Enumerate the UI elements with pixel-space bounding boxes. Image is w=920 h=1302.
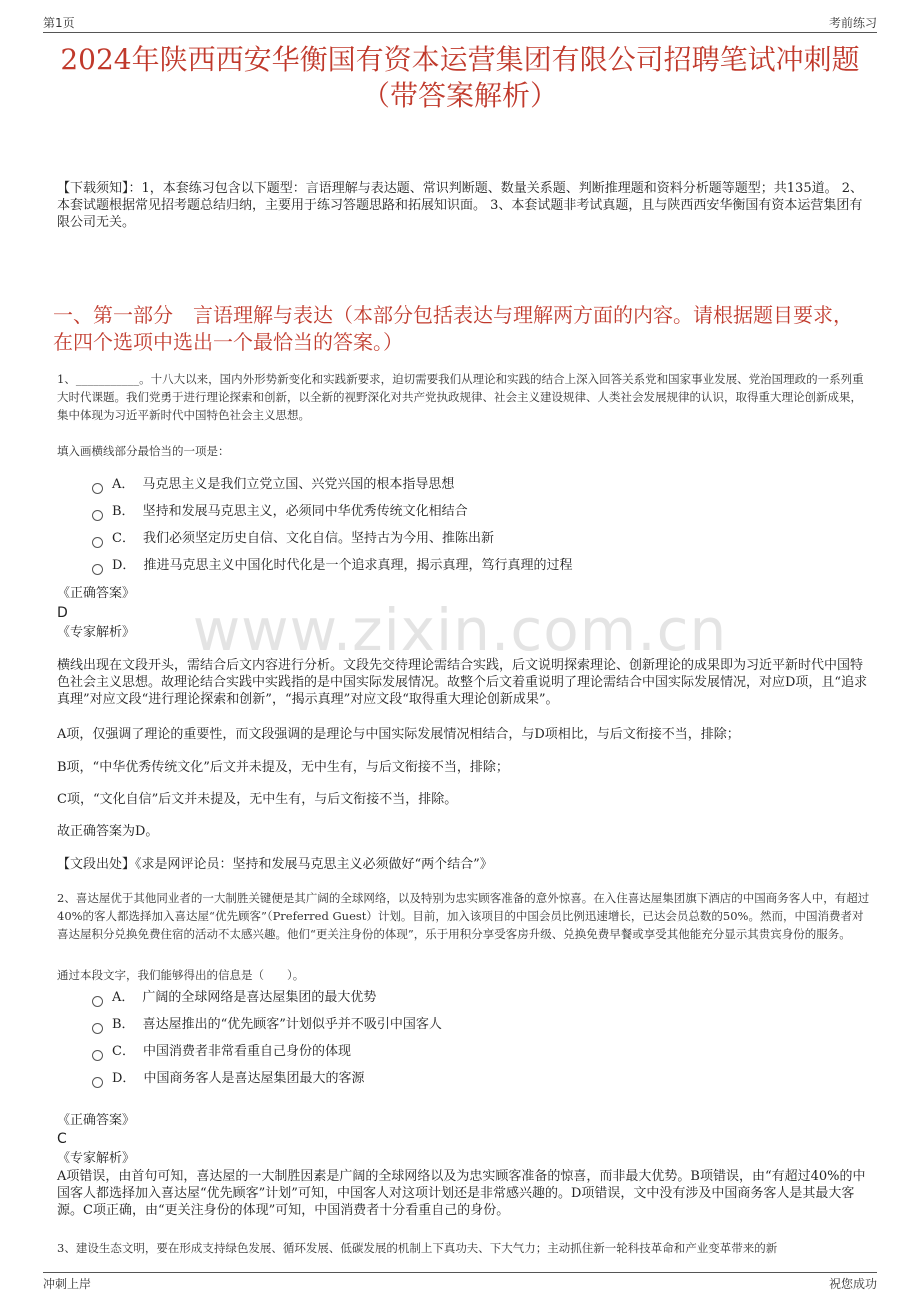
q2-option-c[interactable]: C． 中国消费者非常看重自己身份的体现 <box>92 1043 351 1061</box>
q2-analysis: A项错误，由首句可知，喜达屋的一大制胜因素是广阔的全球网络以及为忠实顾客准备的惊喜，而非最大优势。B项错误，由“有超过40%的中国客人都选择加入喜达屋“优先顾客”计划”可知，中国客人对这项计划还是非常感兴趣的。D项错误，文中没有涉及中国商务客人是其最大客源。C项正确，由“更关注身份的体现”可知，中国消费者十分看重自己的身份。 <box>57 1169 866 1218</box>
q2-option-d[interactable]: D． 中国商务客人是喜达屋集团最大的客源 <box>92 1070 364 1088</box>
question-3-stem: 3、建设生态文明，要在形成支持绿色发展、循环发展、低碳发展的机制上下真功夫、下大气力；主动抓住新一轮科技革命和产业变革带来的新 <box>57 1241 778 1255</box>
radio-icon[interactable] <box>92 483 103 494</box>
radio-icon[interactable] <box>92 510 103 521</box>
question-1-number: 1、 <box>57 372 76 386</box>
question-2-stem: 2、喜达屋优于其他同业者的一大制胜关键便是其广阔的全球网络，以及特别为忠实顾客准备的意外惊喜。在入住喜达屋集团旗下酒店的中国商务客人中，有超过40%的客人都选择加入喜达屋“优先顾客”（Preferred Guest）计划。目前，加入该项目的中国会员比例迅速增长，已达会员总数的50%。然而，中国消费者对喜达屋积分兑换免费住宿的活动不太感兴趣。他们“更关注身份的体现”，乐于用积分享受客房升级、兑换免费早餐或享受其他能充分显示其贵宾身份的服务。 <box>57 891 870 941</box>
question-2-prompt: 通过本段文字，我们能够得出的信息是（ ）。 <box>57 968 305 982</box>
header-tag: 考前练习 <box>828 16 877 30</box>
q1-analysis-paragraph: C项，“文化自信”后文并未提及，无中生有，与后文衔接不当，排除。 <box>57 792 458 807</box>
q1-analysis-paragraph: 故正确答案为D。 <box>57 824 159 839</box>
q2-analysis-label: 《专家解析》 <box>57 1151 136 1166</box>
download-notice: 【下载须知】：1，本套练习包含以下题型：言语理解与表达题、常识判断题、数量关系题、判断推理题和资料分析题等题型；共135道。 2、本套试题根据常见招考题总结归纳，主要用于练习答题思路和拓展知识面。 3、本套试题非考试真题，且与陕西西安华衡国有资本运营集团有限公司无关。 <box>57 181 863 230</box>
footer-left: 冲刺上岸 <box>43 1277 92 1291</box>
radio-icon[interactable] <box>92 996 103 1007</box>
q2-option-a[interactable]: A． 广阔的全球网络是喜达屋集团的最大优势 <box>92 989 376 1007</box>
section-heading: 一、第一部分 言语理解与表达（本部分包括表达与理解两方面的内容。请根据题目要求，在四个选项中选出一个最恰当的答案。） <box>53 303 853 354</box>
q2-answer: C <box>57 1131 67 1147</box>
radio-icon[interactable] <box>92 1023 103 1034</box>
q1-analysis-paragraph: A项，仅强调了理论的重要性，而文段强调的是理论与中国实际发展情况相结合，与D项相比，与后文衔接不当，排除； <box>57 727 740 742</box>
page-footer <box>43 1272 877 1293</box>
radio-icon[interactable] <box>92 1050 103 1061</box>
question-1-text: 。十八大以来，国内外形势新变化和实践新要求，迫切需要我们从理论和实践的结合上深入回答关系党和国家事业发展、党治国理政的一系列重大时代课题。我们党勇于进行理论探索和创新，以全新的视野深化对共产党执政规律、社会主义建设规律、人类社会发展规律的认识，取得重大理论创新成果，集中体现为习近平新时代中国特色社会主义思想。 <box>57 372 864 422</box>
radio-icon[interactable] <box>92 1077 103 1088</box>
q1-analysis-paragraph: B项，“中华优秀传统文化”后文并未提及，无中生有，与后文衔接不当，排除； <box>57 760 509 775</box>
page-header <box>43 14 877 33</box>
q1-option-c[interactable]: C． 我们必须坚定历史自信、文化自信。坚持古为今用、推陈出新 <box>92 530 494 548</box>
q1-analysis-label: 《专家解析》 <box>57 625 136 640</box>
footer-right: 祝您成功 <box>828 1277 877 1291</box>
radio-icon[interactable] <box>92 537 103 548</box>
page-number: 第1页 <box>43 16 75 30</box>
q1-option-b[interactable]: B． 坚持和发展马克思主义，必须同中华优秀传统文化相结合 <box>92 503 468 521</box>
q1-analysis-paragraph: 横线出现在文段开头，需结合后文内容进行分析。文段先交待理论需结合实践，后文说明探索理论、创新理论的成果即为习近平新时代中国特色社会主义思想。故理论结合实践中实践指的是中国实际发展情况。故整个后文着重说明了理论需结合中国实际发展情况，对应D项，且“追求真理”对应文段“进行理论探索和创新”，“揭示真理”对应文段“取得重大理论创新成果”。 <box>57 658 868 707</box>
watermark: www.zixin.com.cn <box>192 596 728 664</box>
question-1-blank: ___________ <box>75 372 140 386</box>
q1-answer-label: 《正确答案》 <box>57 586 136 601</box>
q1-answer: D <box>57 605 68 621</box>
radio-icon[interactable] <box>92 564 103 575</box>
q2-option-b[interactable]: B． 喜达屋推出的“优先顾客”计划似乎并不吸引中国客人 <box>92 1016 442 1034</box>
q1-option-d[interactable]: D． 推进马克思主义中国化时代化是一个追求真理，揭示真理，笃行真理的过程 <box>92 557 572 575</box>
question-1-prompt: 填入画横线部分最恰当的一项是： <box>57 444 230 458</box>
q1-source: 【文段出处】《求是网评论员：坚持和发展马克思主义必须做好“两个结合”》 <box>57 857 493 872</box>
question-1-stem <box>57 370 870 424</box>
q2-answer-label: 《正确答案》 <box>57 1113 136 1128</box>
document-title: 2024年陕西西安华衡国有资本运营集团有限公司招聘笔试冲刺题（带答案解析） <box>60 43 860 112</box>
q1-option-a[interactable]: A． 马克思主义是我们立党立国、兴党兴国的根本指导思想 <box>92 476 454 494</box>
